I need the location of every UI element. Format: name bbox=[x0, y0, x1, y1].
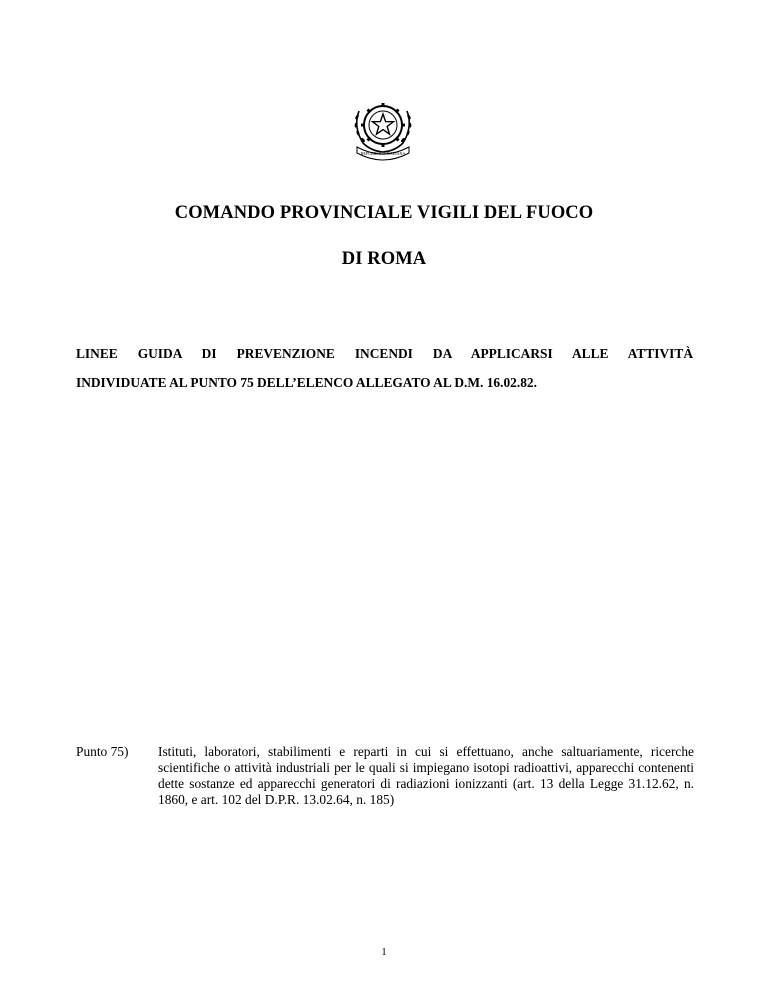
page-title: COMANDO PROVINCIALE VIGILI DEL FUOCO bbox=[174, 203, 594, 223]
document-subtitle-line-2: INDIVIDUATE AL PUNTO 75 DELL’ELENCO ALLEGATO AL D.M. 16.02.82. bbox=[76, 375, 537, 390]
document-subtitle-line-1: LINEE GUIDA DI PREVENZIONE INCENDI DA APPLICARSI ALLE ATTIVITÀ bbox=[76, 346, 693, 361]
italian-republic-emblem-icon bbox=[349, 97, 417, 161]
punto-description: Istituti, laboratori, stabilimenti e reparti in cui si effettuano, anche saltuariamente, ricerche scientifiche o attività industriali per le quali si impiegano isotopi radioattivi, apparecchi contenenti dette sostanze ed apparecchi generatori di radiazioni ionizzanti (art. 13 della Legge 31.12.62, n. 1860, e art. 102 del D.P.R. 13.02.64, n. 185) bbox=[158, 744, 694, 807]
punto-label: Punto 75) bbox=[76, 744, 129, 759]
svg-text:REPUBBLICA ITALIANA: REPUBBLICA ITALIANA bbox=[360, 151, 406, 156]
page-number: 1 bbox=[381, 946, 387, 958]
page-title-city: DI ROMA bbox=[341, 249, 427, 269]
